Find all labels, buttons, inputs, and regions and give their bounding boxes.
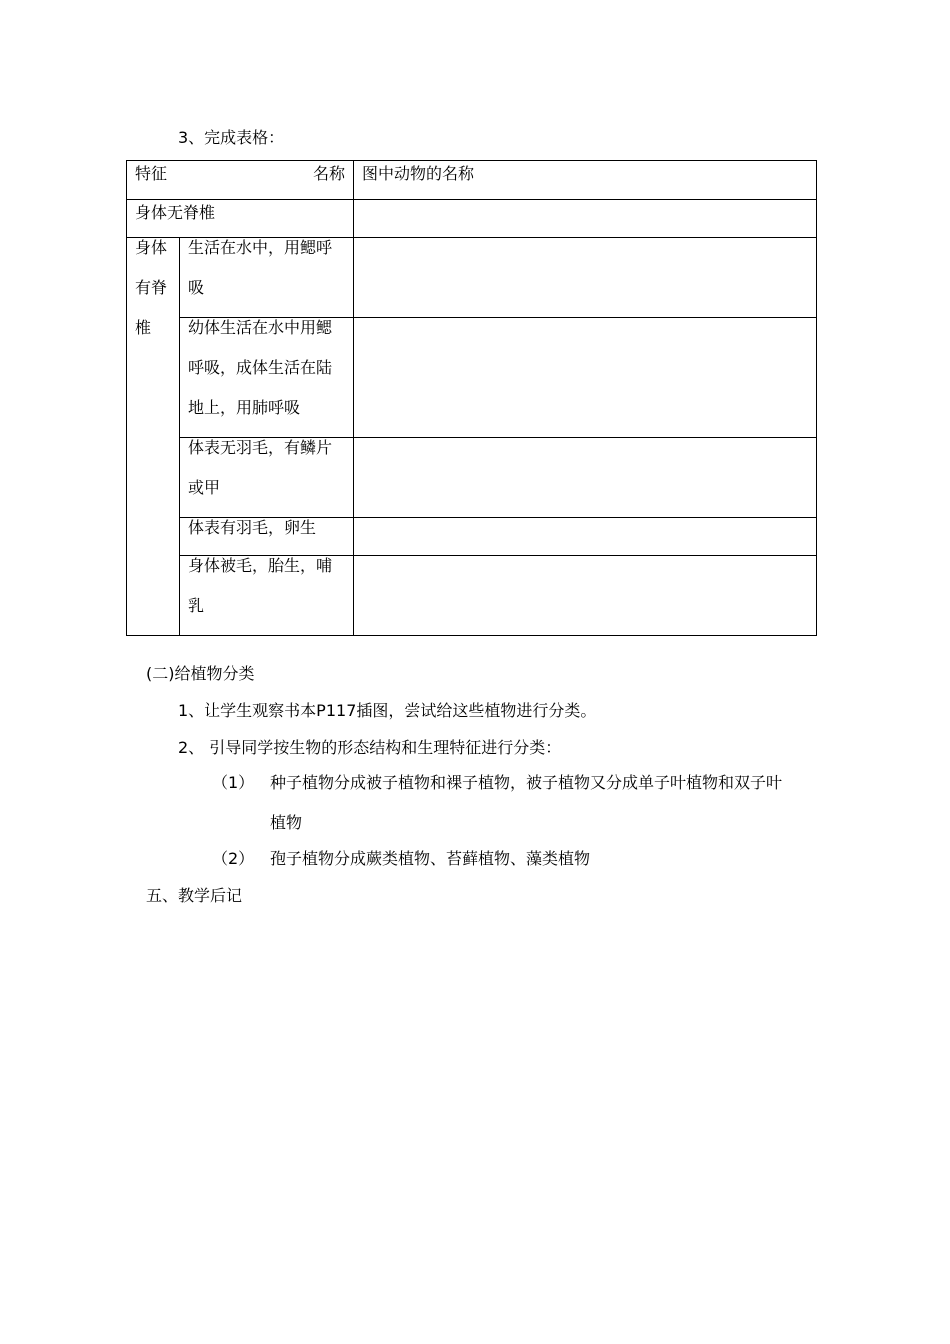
sub1-line2: 植物 bbox=[270, 813, 303, 832]
answer-cell[interactable] bbox=[354, 200, 817, 238]
answer-cell[interactable] bbox=[354, 318, 817, 438]
feature-mammal: 身体被毛，胎生，哺乳 bbox=[188, 556, 333, 615]
header-animal-names-cell bbox=[354, 161, 817, 200]
feature-bird: 体表有羽毛，卵生 bbox=[188, 518, 317, 537]
feature-reptile: 体表无羽毛，有鳞片或甲 bbox=[188, 438, 333, 497]
vertebra-group-cell bbox=[127, 238, 180, 636]
header-feature-name-cell bbox=[127, 161, 354, 200]
sub2-text: 孢子植物分成蕨类植物、苔藓植物、藻类植物 bbox=[270, 849, 591, 868]
sub1-line1: 种子植物分成被子植物和裸子植物，被子植物又分成单子叶植物和双子叶 bbox=[270, 773, 783, 792]
feature-amphibian: 幼体生活在水中用鳃呼吸，成体生活在陆地上，用肺呼吸 bbox=[188, 318, 333, 417]
header-feature: 特征 bbox=[135, 164, 168, 183]
no-vertebra-label: 身体无脊椎 bbox=[135, 203, 216, 222]
table-heading: 3、完成表格： bbox=[178, 128, 285, 147]
table-row bbox=[127, 318, 817, 438]
section2-item2: 2、 引导同学按生物的形态结构和生理特征进行分类： bbox=[178, 738, 562, 757]
section5-title: 五、教学后记 bbox=[146, 886, 243, 905]
sub2-number: （2） bbox=[212, 849, 255, 868]
vertebra-group-label: 身体有脊椎 bbox=[135, 238, 168, 337]
answer-cell[interactable] bbox=[354, 438, 817, 518]
header-animal-names: 图中动物的名称 bbox=[362, 164, 475, 183]
answer-cell[interactable] bbox=[354, 556, 817, 636]
answer-cell[interactable] bbox=[354, 238, 817, 318]
feature-cell bbox=[180, 238, 354, 318]
feature-fish: 生活在水中，用鳃呼吸 bbox=[188, 238, 333, 297]
answer-cell[interactable] bbox=[354, 518, 817, 556]
table-row bbox=[127, 238, 817, 318]
feature-cell bbox=[180, 438, 354, 518]
table-row bbox=[127, 438, 817, 518]
feature-cell bbox=[180, 556, 354, 636]
section2-item1: 1、让学生观察书本P117插图，尝试给这些植物进行分类。 bbox=[178, 701, 597, 720]
sub1-number: （1） bbox=[212, 773, 255, 792]
feature-cell bbox=[180, 318, 354, 438]
section2-title: (二)给植物分类 bbox=[146, 664, 255, 683]
classification-table bbox=[126, 160, 817, 636]
table-row bbox=[127, 556, 817, 636]
table-header-row bbox=[127, 161, 817, 200]
header-name: 名称 bbox=[312, 164, 345, 183]
